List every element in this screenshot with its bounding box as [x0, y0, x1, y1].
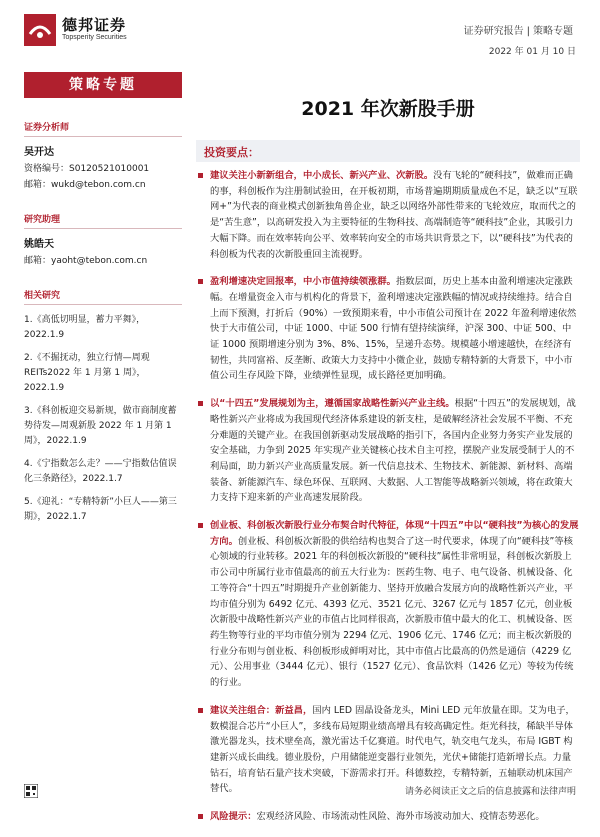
- bullet-point: [196, 703, 580, 797]
- bullet-highlight: 盈利增速决定回报率，中小市值持续领涨群。: [210, 276, 396, 288]
- bullet-text: 根据“十四五”的发展规划，战略性新兴产业将成为我国现代经济体系建设的新支柱，是破解经济社会发展不平衡、不充分难题的关键产业。在我国创新驱动发展战略的指引下，各国内企业努力务实产业发展的安全基础，力争到 2025 年实现产业关键核心技术自主可控，摆脱产业发展受制于人的不利局面，助力新兴产业高质量发展。新一代信息技术、生物技术、新能源、新材料、高端装备、新能源汽车、绿色环保、互联网、大数据、人工智能等战略新兴领域，将在政策大力支持下迎来新的产业高速发展阶段。: [210, 398, 576, 504]
- bullet-text: 指数层面，历史上基本由盈利增速决定涨跌幅。在增量资金入市与机构化的背景下，盈利增速决定涨跌幅的情况或持续维持。结合自上而下预测，打折后（90%）一致预期来看，中小市值公司预计在 2022 年盈利增速依然快于大市值公司，中证 1000、中证 500 行情有望持续演绎，沪深 300、中证 500、中证 1000 预期增速分别为 3%、8%、15%，呈递升态势。规模越小增速越快，在经济有韧性，共同富裕、反垄断、政策大力支持中小微企业，鼓励专精特新的大背景下，中小市值公司生存风险下降，业绩弹性显现，成长路径更加明确。: [210, 276, 577, 382]
- bullet-highlight: 建议关注组合：新益昌，: [210, 704, 313, 716]
- bullet-text: 没有飞轮的“硬科技”，做难而正确的事，科创板作为注册制试验田，在开板初期，市场普遍期期质量成色不足，缺乏以“互联网+”为代表的商业模式创新独角兽企业，缺乏以网络外部性带来的飞轮效应，取而代之的是“苦生意”，以高研发投入为主要特征的生物科技、高端制造等“硬科技”企业，其吸引力大幅下降。而在效率转向公平、效率转向安全的市场共识背景之下，以“硬科技”为代表的科创板为代表的次新股重回主流视野。: [210, 170, 578, 260]
- logo-en-text: Topsperity Securities: [62, 34, 127, 41]
- page-title: 2021 年次新股手册: [301, 98, 475, 120]
- assistant-section-title: 研究助理: [24, 212, 182, 229]
- related-item[interactable]: 4.《宁指数怎么走？——宁指数估值误化三条路径》，2022.1.7: [24, 459, 177, 484]
- bullet-text: 创业板、科创板次新股的供给结构也契合了这一时代要求，体现了向“硬科技”等核心领域的行业转移。2021 年的科创板次新股的“硬科技”属性非常明显，科创板次新股上市公司中所属行业市值最高的前五大行业为：医药生物、电子、电气设备、机械设备、化工等符合“十四五”时期提升产业创新能力、坚持开放融合发展方向的战略性新兴产业，平均市值分别为 6492 亿元、4393 亿元、3521 亿元、3267 亿元与 1857 亿元，创业板次新股中战略性新兴产业的市值占比同样很高，次新股市值中最大的化工、机械设备、医药生物等行业的平均市值分别为 2294 亿元、1906 亿元、1746 亿元；而主板次新股的行业分布则与创业板、科创板形成鲜明对比，其中市值占比最高的仍然是通信（4229 亿元）、公用事业（3444 亿元）、银行（1527 亿元）、食品饮料（1426 亿元）等较为传统的行业。: [210, 535, 574, 689]
- analyst-cert: 资格编号：S0120521010001: [24, 164, 150, 174]
- logo-cn-text: 德邦证券: [62, 16, 127, 34]
- bullet-point: [196, 518, 580, 691]
- report-type: 证券研究报告 | 策略专题: [463, 26, 573, 37]
- bullet-highlight: 创业板、科创板次新股行业分布契合时代特征，体现“十四五”中以“硬科技”为核心的发展方向。: [210, 520, 579, 547]
- assistant-name: 姚皓天: [24, 239, 54, 250]
- bullet-text: 国内 LED 固晶设备龙头，Mini LED 元年放量在即。艾为电子，数模混合芯片“小巨人”，多线布局短期业绩高增具有较高确定性。炬光科技，稀缺半导体激光器龙头，技术壁垒高，激光雷达千亿赛道。时代电气，轨交电气龙头，布局 IGBT 构建新兴成长曲线。德业股份，户用储能逆变器行业领先，光伏+储能打造新增长点。力量钻石，培育钻石量产技术突破，下游需求打开。科德数控，专精特新，五轴联动机床国产替代。: [210, 704, 575, 795]
- bullet-point: [196, 274, 580, 384]
- related-item[interactable]: 2.《不掘抚动，独立行情—周观REITs2022 年 1 月第 1 周》，2022.1.9: [24, 353, 150, 393]
- bullet-point: [196, 168, 580, 262]
- related-section-title: 相关研究: [24, 288, 182, 305]
- investment-points-label: 投资要点：: [204, 146, 259, 159]
- tebon-logo-icon: [24, 14, 56, 46]
- bullet-highlight: 建议关注小新新组合，中小成长、新兴产业、次新股。: [210, 170, 434, 181]
- related-item[interactable]: 3.《科创板迎交易新规，做市商制度蓄势待发—周观新股 2022 年 1 月第 1 周》，2022.1.9: [24, 406, 177, 446]
- analyst-email: 邮箱：wukd@tebon.com.cn: [24, 180, 146, 190]
- report-type-label: 证券研究报告: [463, 26, 524, 37]
- report-date: 2022 年 01 月 10 日: [488, 47, 576, 57]
- investment-points-header: [196, 140, 580, 162]
- bullet-highlight: 以“十四五”发展规划为主，遵循国家战略性新兴产业主线。: [210, 398, 455, 410]
- assistant-email: 邮箱：yaoht@tebon.com.cn: [24, 256, 148, 266]
- related-item[interactable]: 5.《迎礼：“专精特新”小巨人——第三期》，2022.1.7: [24, 497, 177, 522]
- report-column-label: 策略专题: [533, 26, 573, 37]
- category-badge: 策略专题: [24, 72, 182, 98]
- analyst-name: 吴开达: [24, 147, 54, 158]
- related-item[interactable]: 1.《高低切明显，蓄力平舞》，2022.1.9: [24, 315, 146, 340]
- disclaimer-note: 请务必阅读正文之后的信息披露和法律声明: [404, 787, 576, 797]
- qr-code-icon: [24, 784, 38, 798]
- bullet-highlight: 风险提示：: [210, 811, 257, 823]
- sidebar: [24, 72, 182, 525]
- investment-points: [196, 168, 580, 837]
- report-header: [0, 0, 600, 60]
- bullet-text: 宏观经济风险、市场流动性风险、海外市场波动加大、疫情态势恶化。: [256, 811, 545, 823]
- bullet-point: [196, 809, 580, 825]
- bullet-point: [196, 396, 580, 506]
- analyst-section-title: 证券分析师: [24, 120, 182, 137]
